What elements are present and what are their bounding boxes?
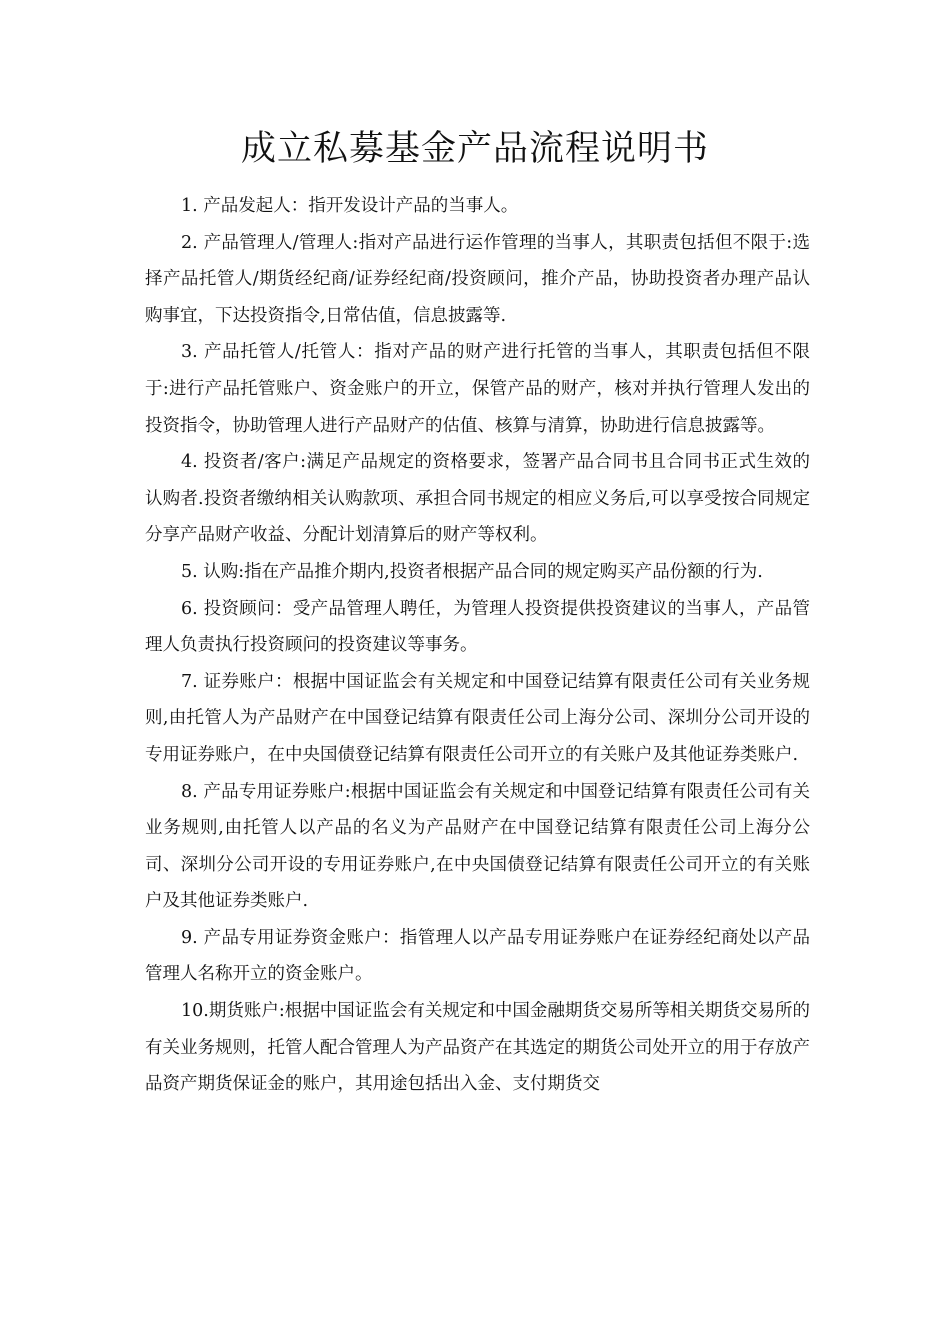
definition-paragraph-9: 9. 产品专用证券资金账户：指管理人以产品专用证券账户在证券经纪商处以产品管理人名称开立的资金账户。 bbox=[145, 927, 810, 985]
definition-paragraph-6: 6. 投资顾问：受产品管理人聘任，为管理人投资提供投资建议的当事人，产品管理人负责执行投资顾问的投资建议等事务。 bbox=[145, 598, 810, 656]
definition-paragraph-7: 7. 证券账户：根据中国证监会有关规定和中国登记结算有限责任公司有关业务规则,由托管人为产品财产在中国登记结算有限责任公司上海分公司、深圳分公司开设的专用证券账户，在中央国债登记结算有限责任公司开立的有关账户及其他证券类账户. bbox=[145, 671, 810, 765]
definition-paragraph-1: 1. 产品发起人：指开发设计产品的当事人。 bbox=[181, 196, 519, 216]
definition-paragraph-5: 5. 认购:指在产品推介期内,投资者根据产品合同的规定购买产品份额的行为. bbox=[181, 561, 763, 582]
document-body bbox=[145, 188, 810, 1103]
definition-paragraph-2: 2. 产品管理人/管理人:指对产品进行运作管理的当事人，其职责包括但不限于:选择产品托管人/期货经纪商/证券经纪商/投资顾问，推介产品，协助投资者办理产品认购事宜，下达投资指令,日常估值，信息披露等. bbox=[145, 232, 810, 326]
definition-paragraph-3: 3. 产品托管人/托管人：指对产品的财产进行托管的当事人，其职责包括但不限于:进行产品托管账户、资金账户的开立，保管产品的财产，核对并执行管理人发出的投资指令，协助管理人进行产品财产的估值、核算与清算，协助进行信息披露等。 bbox=[145, 342, 810, 436]
definition-paragraph-10: 10.期货账户:根据中国证监会有关规定和中国金融期货交易所等相关期货交易所的有关业务规则，托管人配合管理人为产品资产在其选定的期货公司处开立的用于存放产品资产期货保证金的账户，其用途包括出入金、支付期货交 bbox=[145, 1001, 810, 1095]
document-title: 成立私募基金产品流程说明书 bbox=[240, 129, 709, 169]
definition-paragraph-4: 4. 投资者/客户:满足产品规定的资格要求，签署产品合同书且合同书正式生效的认购者.投资者缴纳相关认购款项、承担合同书规定的相应义务后,可以享受按合同规定分享产品财产收益、分配计划清算后的财产等权利。 bbox=[145, 452, 810, 546]
definition-paragraph-8: 8. 产品专用证券账户:根据中国证监会有关规定和中国登记结算有限责任公司有关业务规则,由托管人以产品的名义为产品财产在中国登记结算有限责任公司上海分公司、深圳分公司开设的专用证券账户,在中央国债登记结算有限责任公司开立的有关账户及其他证券类账户. bbox=[145, 781, 810, 912]
